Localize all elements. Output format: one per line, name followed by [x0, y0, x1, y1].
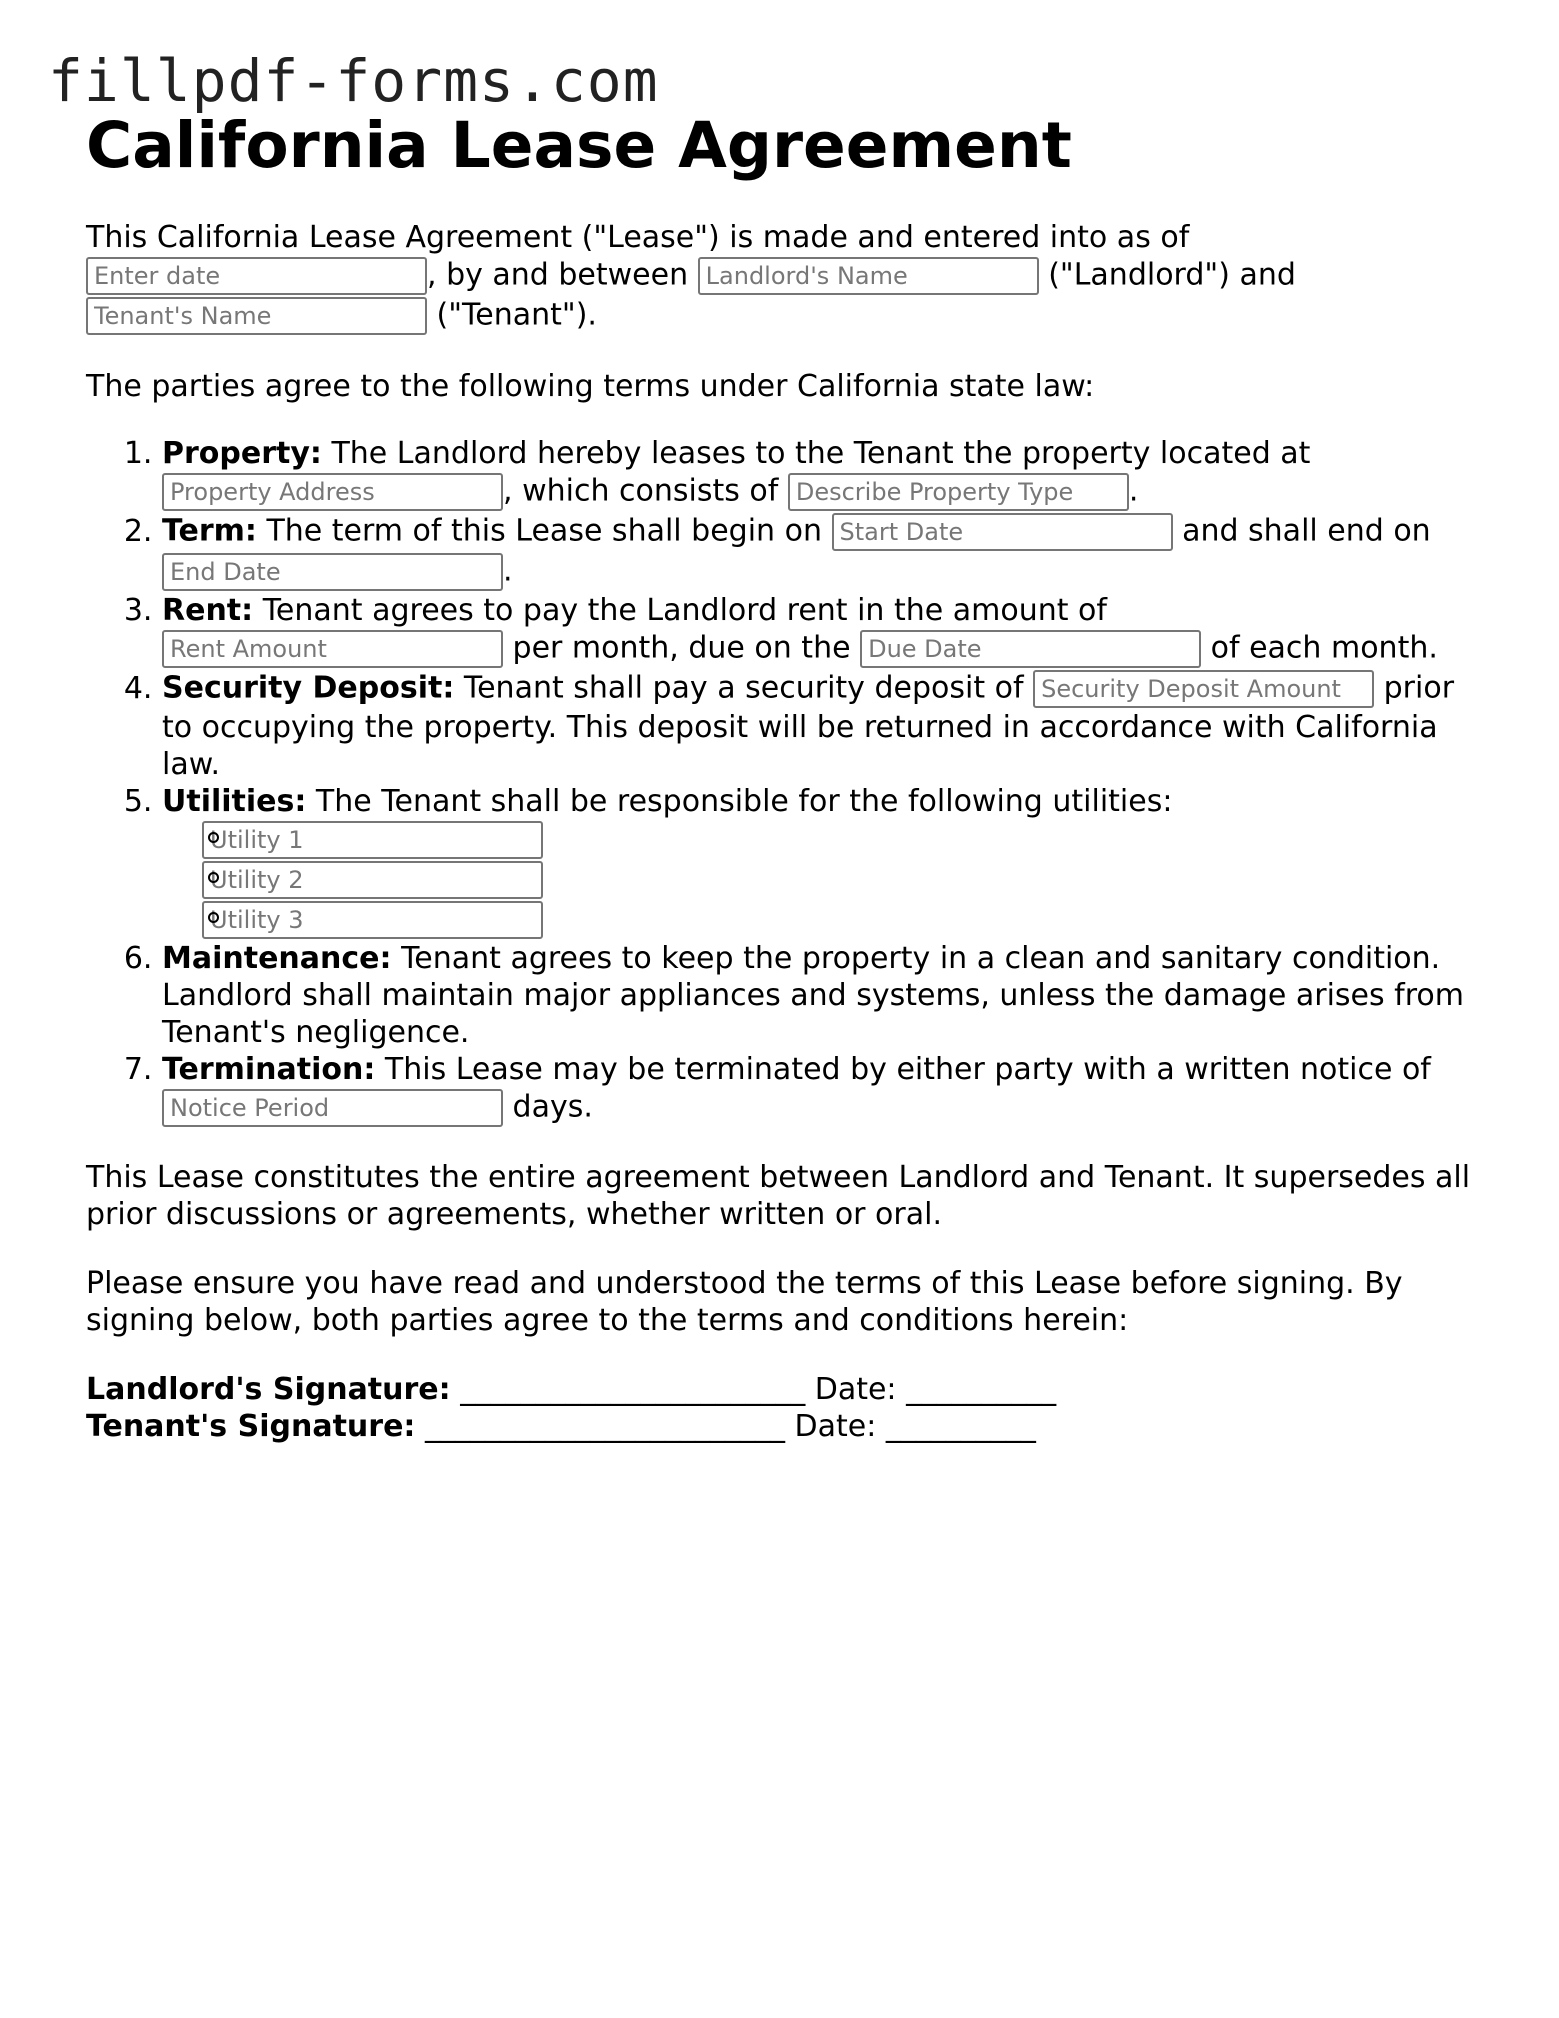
term-security-deposit — [162, 669, 1486, 783]
utilities-heading: Utilities: — [162, 784, 307, 819]
utilities-text-1: The Tenant shall be responsible for the following utilities: — [315, 784, 1173, 819]
intro-text-2: , by and between — [427, 257, 689, 293]
termination-text-2: days. — [512, 1089, 593, 1125]
tenant-signature-line — [86, 1408, 1486, 1445]
landlord-signature-blank: _______________________ Date: __________ — [450, 1372, 1057, 1407]
signature-block — [86, 1371, 1486, 1445]
start-date-input[interactable] — [832, 513, 1173, 551]
rent-amount-input[interactable] — [162, 630, 503, 668]
terms-list — [86, 435, 1486, 1128]
lease-document — [86, 219, 1486, 1445]
term-term — [162, 512, 1486, 592]
closing-paragraph: This Lease constitutes the entire agreement between Landlord and Tenant. It supersedes all prior discussions or agreements, whether written or oral. — [86, 1160, 1471, 1232]
security-deposit-input[interactable] — [1033, 670, 1374, 708]
termination-text-1: This Lease may be terminated by either party with a written notice of — [384, 1052, 1431, 1087]
property-address-input[interactable] — [162, 473, 503, 511]
rent-heading: Rent: — [162, 593, 254, 628]
term-termination — [162, 1051, 1486, 1128]
intro-paragraph — [86, 219, 1486, 336]
utility-item — [202, 900, 1486, 940]
utilities-list — [162, 820, 1486, 940]
intro-text-1: This California Lease Agreement ("Lease") is made and entered into as of — [86, 220, 1190, 255]
terms-lead: The parties agree to the following terms under California state law: — [86, 369, 1095, 404]
tenant-signature-blank: ________________________ Date: __________ — [415, 1409, 1036, 1444]
term-property — [162, 435, 1486, 512]
intro-text-4: ("Tenant"). — [436, 297, 597, 333]
tenant-name-input[interactable] — [86, 297, 427, 335]
utility-item — [202, 820, 1486, 860]
property-text-3: . — [1128, 473, 1139, 509]
utility-item — [202, 860, 1486, 900]
term-heading: Term: — [162, 513, 257, 549]
property-text-1: The Landlord hereby leases to the Tenant the property located at — [331, 436, 1311, 471]
maintenance-text-1: Tenant agrees to keep the property in a clean and sanitary condition. Landlord shall maintain major appliances and systems, unless the damage arises from Tenant's negligence. — [162, 941, 1464, 1050]
deposit-text-1: Tenant shall pay a security deposit of — [463, 670, 1024, 706]
watermark: fillpdf-forms.com — [48, 47, 659, 115]
circle-bullet-icon — [208, 832, 219, 843]
rent-text-1: Tenant agrees to pay the Landlord rent in the amount of — [262, 593, 1107, 628]
property-heading: Property: — [162, 436, 322, 471]
rent-text-3: of each month. — [1210, 630, 1438, 666]
utility-1-input[interactable] — [202, 821, 543, 859]
term-text-2: and shall end on — [1182, 513, 1431, 549]
rent-text-2: per month, due on the — [512, 630, 851, 666]
deposit-heading: Security Deposit: — [162, 670, 455, 706]
tenant-signature-label: Tenant's Signature: — [86, 1409, 416, 1444]
page-title: California Lease Agreement — [86, 109, 1072, 182]
notice-period-input[interactable] — [162, 1089, 503, 1127]
agreement-date-input[interactable] — [86, 257, 427, 295]
intro-text-3: ("Landlord") and — [1048, 257, 1296, 293]
landlord-name-input[interactable] — [698, 257, 1039, 295]
termination-heading: Termination: — [162, 1052, 376, 1087]
landlord-signature-line — [86, 1371, 1486, 1408]
end-date-input[interactable] — [162, 553, 503, 591]
property-type-input[interactable] — [788, 473, 1129, 511]
landlord-signature-label: Landlord's Signature: — [86, 1372, 451, 1407]
term-text-3: . — [503, 553, 513, 589]
circle-bullet-icon — [208, 912, 219, 923]
property-text-2: , which consists of — [503, 473, 779, 509]
term-maintenance — [162, 940, 1486, 1051]
deposit-text-2: prior to occupying the property. This deposit will be returned in accordance with California law. — [162, 670, 1455, 782]
term-text-1: The term of this Lease shall begin on — [266, 513, 822, 549]
utility-3-input[interactable] — [202, 901, 543, 939]
term-utilities — [162, 783, 1486, 940]
due-date-input[interactable] — [860, 630, 1201, 668]
maintenance-heading: Maintenance: — [162, 941, 392, 976]
term-rent — [162, 592, 1486, 669]
circle-bullet-icon — [208, 872, 219, 883]
utility-2-input[interactable] — [202, 861, 543, 899]
ensure-paragraph: Please ensure you have read and understood the terms of this Lease before signing. By signing below, both parties agree to the terms and conditions herein: — [86, 1266, 1403, 1338]
